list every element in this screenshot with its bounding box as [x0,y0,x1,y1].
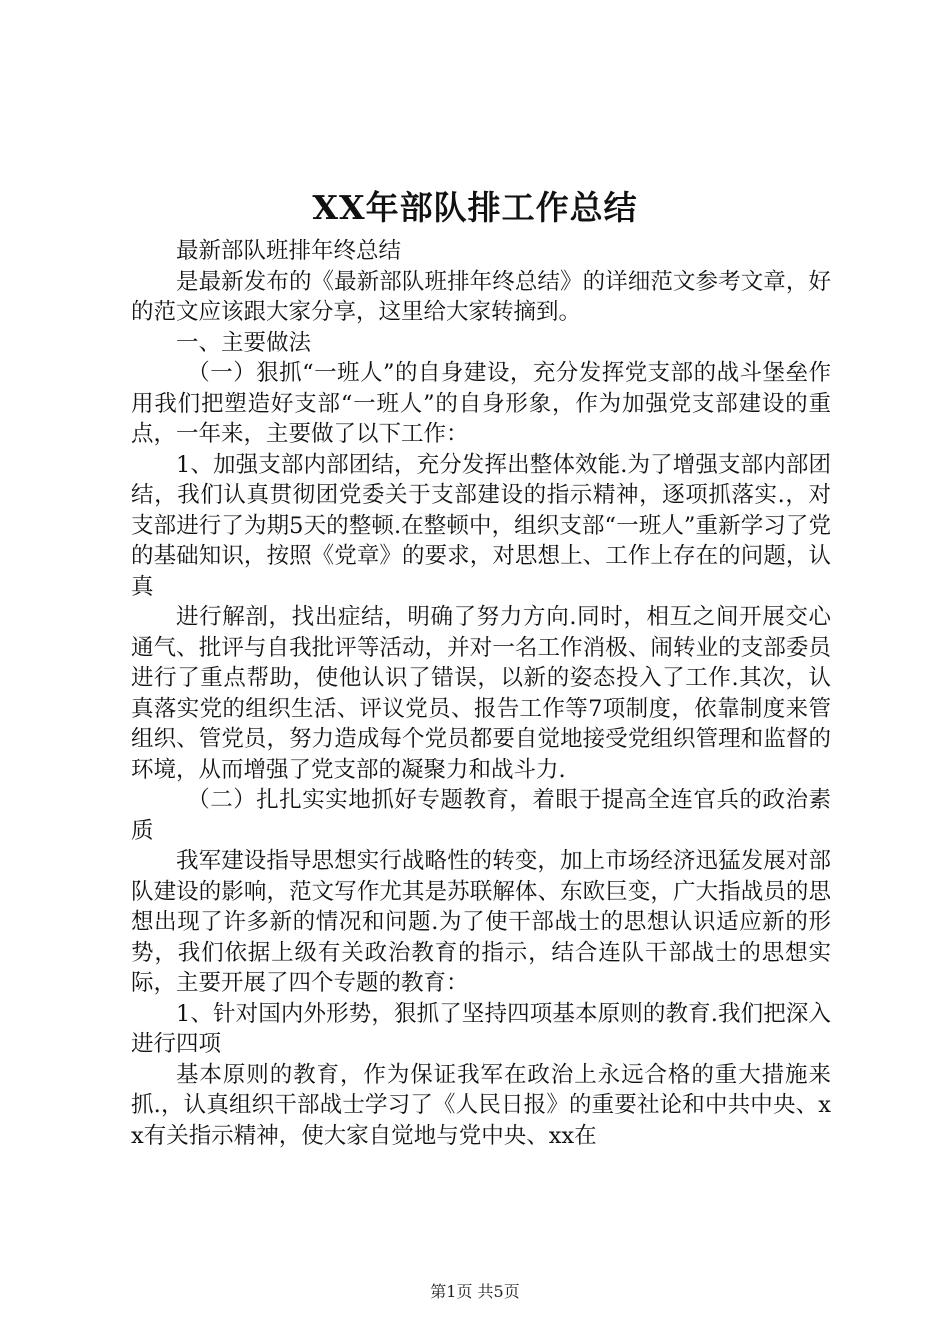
document-title: XX年部队排工作总结 [312,188,638,227]
paragraph-subtitle: 最新部队班排年终总结 [176,238,402,264]
section-heading-main-practices: 一、主要做法 [176,329,312,356]
paragraph-item-two-1: 1、针对国内外形势，狠抓了坚持四项基本原则的教育.我们把深入进行四项 [131,1000,831,1057]
document-body [131,236,831,1151]
page-number-footer: 第1页 共5页 [430,1282,520,1301]
paragraph-item-two: （二）扎扎实实地抓好专题教育，着眼于提高全连官兵的政治素质 [131,787,831,844]
paragraph-item-one: （一）狠抓“一班人”的自身建设，充分发挥党支部的战斗堡垒作用我们把塑造好支部“一班人”的自身形象，作为加强党支部建设的重点，一年来，主要做了以下工作： [131,360,831,447]
paragraph-item-one-1-continued: 进行解剖，找出症结，明确了努力方向.同时，相互之间开展交心通气、批评与自我批评等活动，并对一名工作消极、闹转业的支部委员进行了重点帮助，使他认识了错误，以新的姿态投入了工作.其次，认真落实党的组织生活、评议党员、报告工作等7项制度，依靠制度来管组织、管党员，努力造成每个党员都要自觉地接受党组织管理和监督的环境，从而增强了党支部的凝聚力和战斗力. [131,604,831,783]
paragraph-intro: 是最新发布的《最新部队班排年终总结》的详细范文参考文章，好的范文应该跟大家分享，这里给大家转摘到。 [131,268,831,325]
paragraph-item-two-1-continued: 基本原则的教育，作为保证我军在政治上永远合格的重大措施来抓.，认真组织干部战士学习了《人民日报》的重要社论和中共中央、xx有关指示精神，使大家自觉地与党中央、xx在 [131,1061,831,1149]
paragraph-item-one-1: 1、加强支部内部团结，充分发挥出整体效能.为了增强支部内部团结，我们认真贯彻团党委关于支部建设的指示精神，逐项抓落实.，对支部进行了为期5天的整顿.在整顿中，组织支部“一班人”重新学习了党的基础知识，按照《党章》的要求，对思想上、工作上存在的问题，认真 [131,451,831,600]
paragraph-item-two-body: 我军建设指导思想实行战略性的转变，加上市场经济迅猛发展对部队建设的影响，范文写作尤其是苏联解体、东欧巨变，广大指战员的思想出现了许多新的情况和问题.为了使干部战士的思想认识适应新的形势，我们依据上级有关政治教育的指示，结合连队干部战士的思想实际，主要开展了四个专题的教育： [131,848,831,996]
